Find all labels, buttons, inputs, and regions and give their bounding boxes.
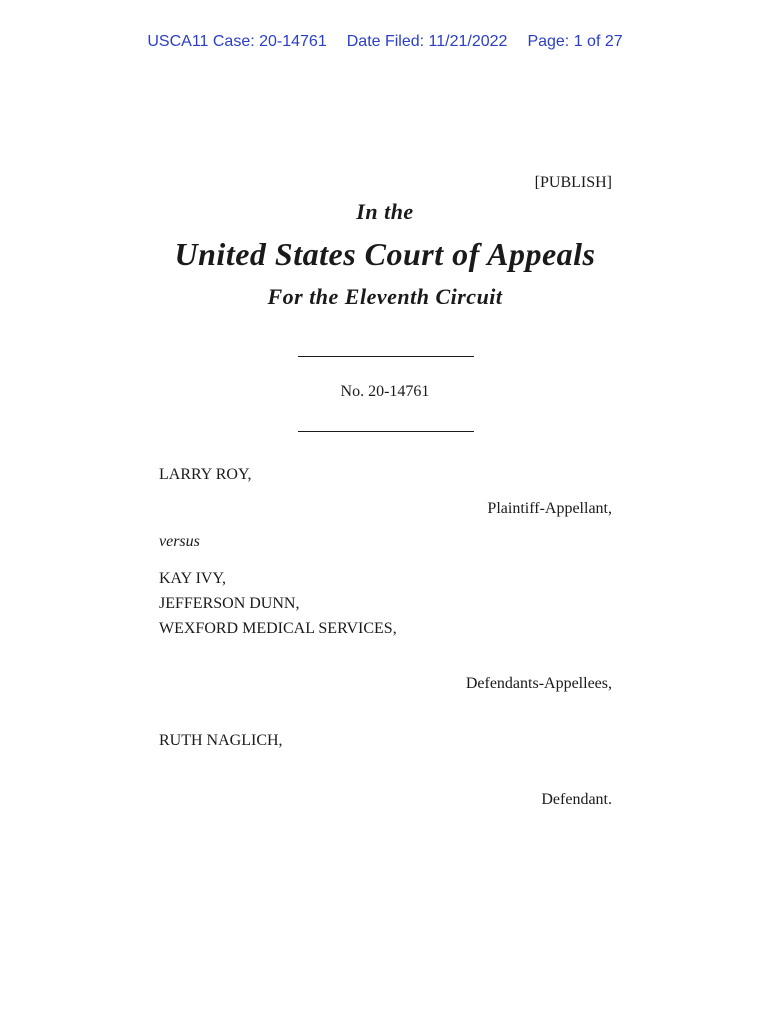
date-filed-stamp: Date Filed: 11/21/2022 bbox=[346, 33, 508, 50]
defendant-name: WEXFORD MEDICAL SERVICES, bbox=[159, 620, 397, 637]
divider-top bbox=[298, 356, 474, 357]
other-defendant-name: RUTH NAGLICH, bbox=[159, 732, 283, 749]
court-name: United States Court of Appeals bbox=[174, 236, 596, 272]
page-stamp: Page: 1 of 27 bbox=[527, 33, 623, 50]
case-number: No. 20-14761 bbox=[340, 383, 430, 400]
plaintiff-role: Plaintiff-Appellant, bbox=[487, 500, 612, 517]
defendant-name: KAY IVY, bbox=[159, 570, 226, 587]
case-stamp: USCA11 Case: 20-14761 bbox=[147, 33, 327, 50]
defendant-name: JEFFERSON DUNN, bbox=[159, 595, 300, 612]
plaintiff-name: LARRY ROY, bbox=[159, 466, 252, 483]
filing-stamp bbox=[0, 33, 770, 51]
divider-bottom bbox=[298, 431, 474, 432]
other-defendant-role: Defendant. bbox=[541, 791, 612, 808]
court-in-the: In the bbox=[356, 199, 414, 224]
versus-label: versus bbox=[159, 533, 200, 550]
defendants-role: Defendants-Appellees, bbox=[465, 675, 612, 692]
defendant-list bbox=[159, 566, 397, 641]
publish-label: [PUBLISH] bbox=[534, 174, 612, 191]
court-circuit: For the Eleventh Circuit bbox=[267, 284, 503, 309]
